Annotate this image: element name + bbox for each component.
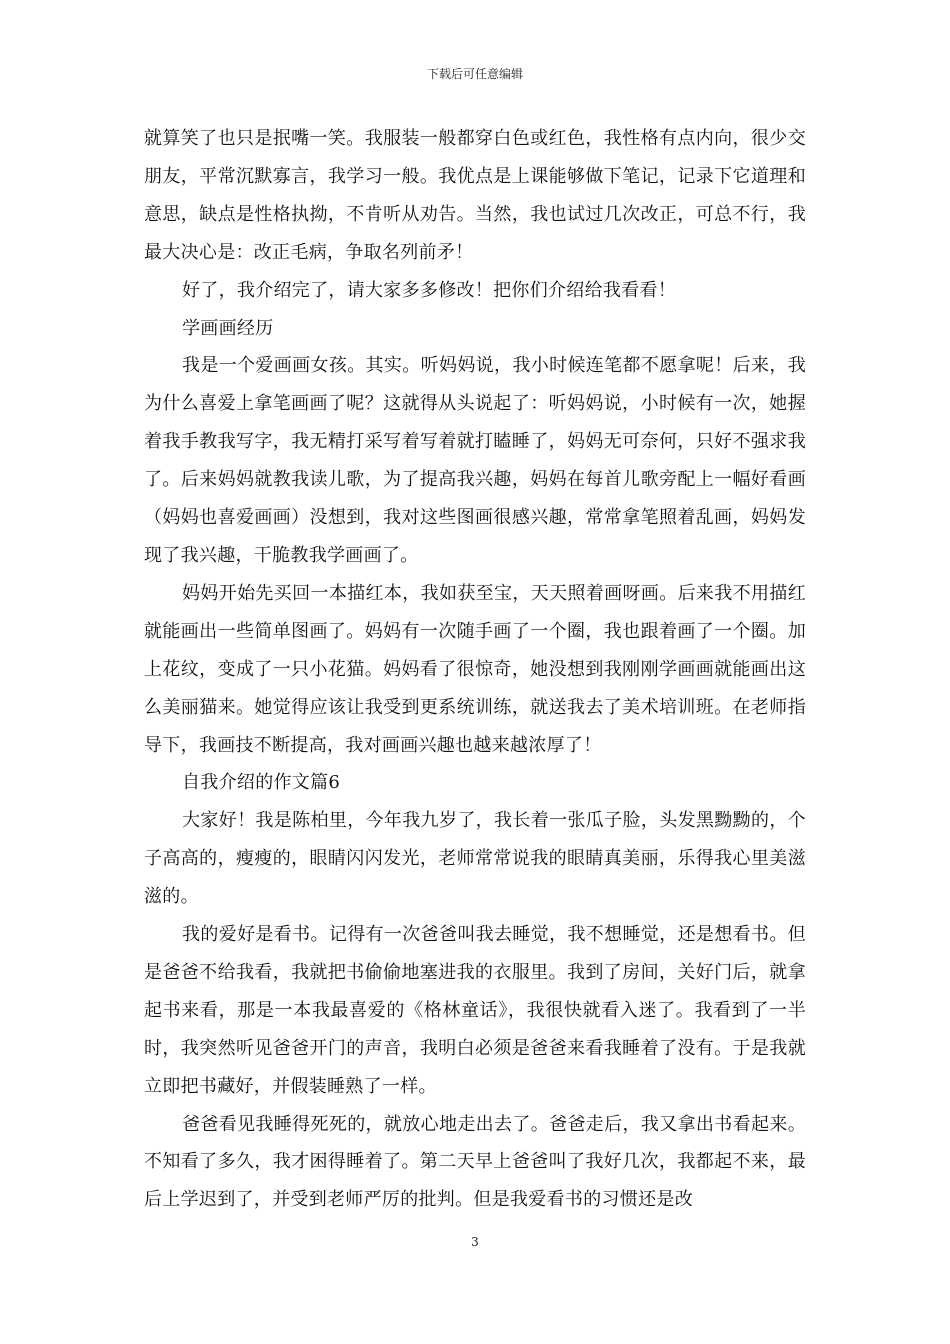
paragraph-6: 我的爱好是看书。记得有一次爸爸叫我去睡觉，我不想睡觉，还是想看书。但是爸爸不给我看，我就把书偷偷地塞进我的衣服里。我到了房间，关好门后，就拿起书来看，那是一本我最喜爱的《格林童话》，我很快就看入迷了。我看到了一半时，我突然听见爸爸开门的声音，我明白必须是爸爸来看我睡着了没有。于是我就立即把书藏好，并假装睡熟了一样。 [144,924,806,1097]
paragraph-2: 好了，我介绍完了，请大家多多修改！把你们介绍给我看看！ [182,279,677,301]
paragraph-3: 我是一个爱画画女孩。其实。听妈妈说，我小时候连笔都不愿拿呢！后来，我为什么喜爱上拿笔画画了呢？这就得从头说起了：听妈妈说，小时候有一次，她握着我手教我写字，我无精打采写着写着就打瞌睡了，妈妈无可奈何，只好不强求我了。后来妈妈就教我读儿歌，为了提高我兴趣，妈妈在每首儿歌旁配上一幅好看画（妈妈也喜爱画画）没想到，我对这些图画很感兴趣，常常拿笔照着乱画，妈妈发现了我兴趣，干脆教我学画画了。 [144,355,806,566]
section-heading-essay-6: 自我介绍的作文篇6 [182,772,341,794]
document-body [144,120,806,1219]
page-number: 3 [471,1235,479,1249]
section-heading-drawing-experience: 学画画经历 [182,317,274,339]
paragraph-4: 妈妈开始先买回一本描红本，我如获至宝，天天照着画呀画。后来我不用描红就能画出一些简单图画了。妈妈有一次随手画了一个圈，我也跟着画了一个圈。加上花纹，变成了一只小花猫。妈妈看了很惊奇，她没想到我刚刚学画画就能画出这么美丽猫来。她觉得应该让我受到更系统训练，就送我去了美术培训班。在老师指导下，我画技不断提高，我对画画兴趣也越来越浓厚了！ [144,582,806,756]
paragraph-1-continued: 就算笑了也只是抿嘴一笑。我服装一般都穿白色或红色，我性格有点内向，很少交朋友，平常沉默寡言，我学习一般。我优点是上课能够做下笔记，记录下它道理和意思，缺点是性格执拗，不肯听从劝告。当然，我也试过几次改正，可总不行，我最大决心是：改正毛病，争取名列前矛！ [144,128,806,263]
page-header-note: 下载后可任意编辑 [426,67,523,81]
paragraph-7: 爸爸看见我睡得死死的，就放心地走出去了。爸爸走后，我又拿出书看起来。不知看了多久，我才困得睡着了。第二天早上爸爸叫了我好几次，我都起不来，最后上学迟到了，并受到老师严厉的批判。但是我爱看书的习惯还是改 [144,1113,806,1211]
paragraph-5: 大家好！我是陈柏里，今年我九岁了，我长着一张瓜子脸，头发黑黝黝的，个子高高的，瘦瘦的，眼睛闪闪发光，老师常常说我的眼睛真美丽，乐得我心里美滋滋的。 [144,810,806,908]
